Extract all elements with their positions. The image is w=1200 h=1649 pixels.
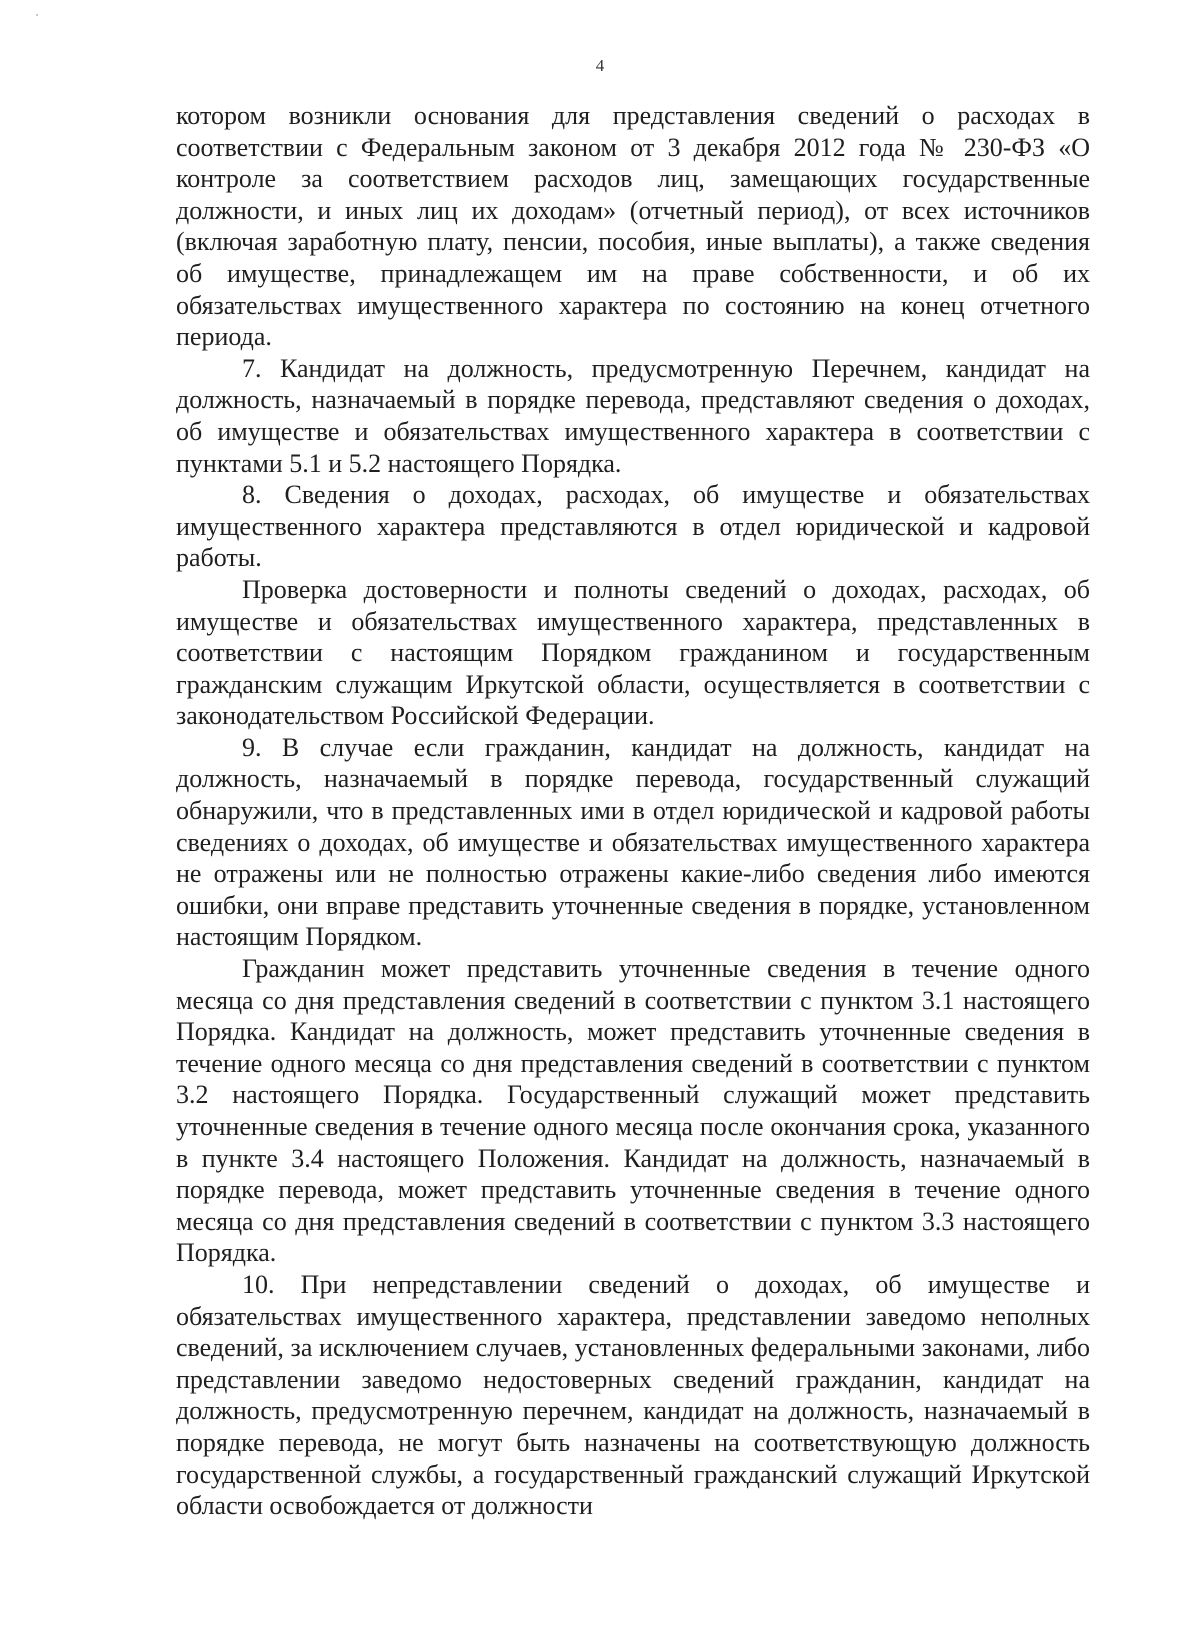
paragraph-continuation: котором возникли основания для представления сведений о расходах в соответствии с Федеральным законом от 3 декабря 2012 года № 230-ФЗ «О контроле за соответствием расходов лиц, замещающих государственные должности, и иных лиц их доходам» (отчетный период), от всех источников (включая заработную плату, пенсии, пособия, иные выплаты), а также сведения об имуществе, принадлежащем им на праве собственности, и об их обязательствах имущественного характера по состоянию на конец отчетного периода. xyxy=(176,101,1090,352)
paragraph-item-10: 10. При непредставлении сведений о доходах, об имуществе и обязательствах имущественного характера, представлении заведомо неполных сведений, за исключением случаев, установленных федеральными законами, либо представлении заведомо недостоверных сведений гражданин, кандидат на должность, предусмотренную перечнем, кандидат на должность, назначаемый в порядке перевода, не могут быть назначены на соответствующую должность государственной службы, а государственный гражданский служащий Иркутской области освобождается от должности xyxy=(176,1269,1090,1521)
paragraph-item-8: 8. Сведения о доходах, расходах, об имуществе и обязательствах имущественного характера представляются в отдел юридической и кадровой работы. xyxy=(176,480,1090,573)
paragraph-item-7: 7. Кандидат на должность, предусмотренную Перечнем, кандидат на должность, назначаемый в порядке перевода, представляют сведения о доходах, об имуществе и обязательствах имущественного характера в соответствии с пунктами 5.1 и 5.2 настоящего Порядка. xyxy=(176,353,1090,478)
document-body xyxy=(176,100,1090,1522)
paragraph-item-9: 9. В случае если гражданин, кандидат на должность, кандидат на должность, назначаемый в порядке перевода, государственный служащий обнаружили, что в представленных ими в отдел юридической и кадровой работы сведениях о доходах, об имуществе и обязательствах имущественного характера не отражены или не полностью отражены какие-либо сведения либо имеются ошибки, они вправе представить уточненные сведения в порядке, установленном настоящим Порядком. xyxy=(176,732,1090,952)
paragraph-verification: Проверка достоверности и полноты сведений о доходах, расходах, об имуществе и обязательствах имущественного характера, представленных в соответствии с настоящим Порядком гражданином и государственным гражданским служащим Иркутской области, осуществляется в соответствии с законодательством Российской Федерации. xyxy=(176,574,1090,731)
page-number: 4 xyxy=(595,56,605,75)
paragraph-clarification-deadlines: Гражданин может представить уточненные сведения в течение одного месяца со дня представления сведений в соответствии с пунктом 3.1 настоящего Порядка. Кандидат на должность, может представить уточненные сведения в течение одного месяца со дня представления сведений в соответствии с пунктом 3.2 настоящего Порядка. Государственный служащий может представить уточненные сведения в течение одного месяца после окончания срока, указанного в пункте 3.4 настоящего Положения. Кандидат на должность, назначаемый в порядке перевода, может представить уточненные сведения в течение одного месяца со дня представления сведений в соответствии с пунктом 3.3 настоящего Порядка. xyxy=(176,954,1090,1268)
scan-artifact xyxy=(36,14,38,16)
